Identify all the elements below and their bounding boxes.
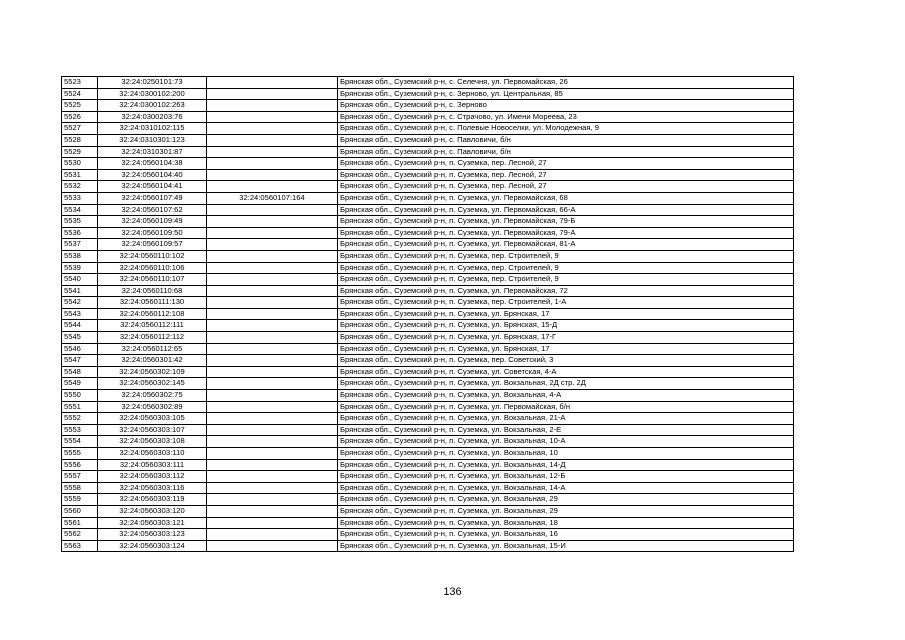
- table-row: [62, 343, 794, 355]
- row-number-cell: 5540: [62, 274, 98, 286]
- cadastral-number-cell: 32:24:0300203:76: [98, 111, 207, 123]
- cadastral-number-cell: 32:24:0560109:57: [98, 239, 207, 251]
- table-row: [62, 517, 794, 529]
- address-cell: Брянская обл., Суземский р-н, п. Суземка, ул. Вокзальная, 16: [338, 529, 794, 541]
- address-cell: Брянская обл., Суземский р-н, с. Зерново: [338, 100, 794, 112]
- row-number-cell: 5541: [62, 285, 98, 297]
- table-row: [62, 448, 794, 460]
- previous-cadastral-number-cell: [207, 390, 338, 402]
- row-number-cell: 5546: [62, 343, 98, 355]
- table-row: [62, 111, 794, 123]
- row-number-cell: 5557: [62, 471, 98, 483]
- table-row: [62, 529, 794, 541]
- table-row: [62, 297, 794, 309]
- row-number-cell: 5549: [62, 378, 98, 390]
- previous-cadastral-number-cell: [207, 459, 338, 471]
- previous-cadastral-number-cell: [207, 505, 338, 517]
- previous-cadastral-number-cell: 32:24:0560107:164: [207, 192, 338, 204]
- cadastral-number-cell: 32:24:0300102:200: [98, 88, 207, 100]
- previous-cadastral-number-cell: [207, 285, 338, 297]
- cadastral-number-cell: 32:24:0560104:40: [98, 169, 207, 181]
- previous-cadastral-number-cell: [207, 274, 338, 286]
- previous-cadastral-number-cell: [207, 262, 338, 274]
- table-row: [62, 274, 794, 286]
- previous-cadastral-number-cell: [207, 424, 338, 436]
- address-cell: Брянская обл., Суземский р-н, с. Страчово, ул. Имени Мореева, 23: [338, 111, 794, 123]
- address-cell: Брянская обл., Суземский р-н, п. Суземка, ул. Брянская, 17: [338, 308, 794, 320]
- row-number-cell: 5523: [62, 77, 98, 89]
- address-cell: Брянская обл., Суземский р-н, п. Суземка, пер. Лесной, 27: [338, 169, 794, 181]
- address-cell: Брянская обл., Суземский р-н, п. Суземка, ул. Первомайская, 68: [338, 192, 794, 204]
- row-number-cell: 5556: [62, 459, 98, 471]
- address-cell: Брянская обл., Суземский р-н, п. Суземка, пер. Лесной, 27: [338, 181, 794, 193]
- cadastral-number-cell: 32:24:0560303:111: [98, 459, 207, 471]
- previous-cadastral-number-cell: [207, 239, 338, 251]
- cadastral-number-cell: 32:24:0560111:130: [98, 297, 207, 309]
- previous-cadastral-number-cell: [207, 413, 338, 425]
- table-row: [62, 181, 794, 193]
- table-row: [62, 204, 794, 216]
- previous-cadastral-number-cell: [207, 436, 338, 448]
- cadastral-number-cell: 32:24:0560110:106: [98, 262, 207, 274]
- table-row: [62, 100, 794, 112]
- address-cell: Брянская обл., Суземский р-н, с. Полевые Новоселки, ул. Молодежная, 9: [338, 123, 794, 135]
- cadastral-number-cell: 32:24:0560301:42: [98, 355, 207, 367]
- row-number-cell: 5554: [62, 436, 98, 448]
- row-number-cell: 5535: [62, 216, 98, 228]
- address-cell: Брянская обл., Суземский р-н, п. Суземка, ул. Вокзальная, 12-Б: [338, 471, 794, 483]
- table-row: [62, 285, 794, 297]
- cadastral-number-cell: 32:24:0560107:62: [98, 204, 207, 216]
- cadastral-number-cell: 32:24:0310301:87: [98, 146, 207, 158]
- address-cell: Брянская обл., Суземский р-н, п. Суземка, ул. Вокзальная, 29: [338, 494, 794, 506]
- table-row: [62, 505, 794, 517]
- cadastral-number-cell: 32:24:0560303:123: [98, 529, 207, 541]
- address-cell: Брянская обл., Суземский р-н, п. Суземка, ул. Брянская, 17: [338, 343, 794, 355]
- previous-cadastral-number-cell: [207, 494, 338, 506]
- previous-cadastral-number-cell: [207, 169, 338, 181]
- previous-cadastral-number-cell: [207, 111, 338, 123]
- address-cell: Брянская обл., Суземский р-н, п. Суземка, ул. Первомайская, 79-Б: [338, 216, 794, 228]
- table-row: [62, 239, 794, 251]
- row-number-cell: 5538: [62, 250, 98, 262]
- address-cell: Брянская обл., Суземский р-н, п. Суземка, ул. Вокзальная, 10: [338, 448, 794, 460]
- table-row: [62, 192, 794, 204]
- previous-cadastral-number-cell: [207, 529, 338, 541]
- cadastral-number-cell: 32:24:0560110:102: [98, 250, 207, 262]
- address-cell: Брянская обл., Суземский р-н, п. Суземка, ул. Брянская, 17-Г: [338, 332, 794, 344]
- table-row: [62, 390, 794, 402]
- cadastral-number-cell: 32:24:0560302:145: [98, 378, 207, 390]
- cadastral-number-cell: 32:24:0250101:73: [98, 77, 207, 89]
- cadastral-number-cell: 32:24:0560112:111: [98, 320, 207, 332]
- previous-cadastral-number-cell: [207, 250, 338, 262]
- cadastral-number-cell: 32:24:0560112:65: [98, 343, 207, 355]
- table-row: [62, 494, 794, 506]
- table-row: [62, 77, 794, 89]
- previous-cadastral-number-cell: [207, 88, 338, 100]
- address-cell: Брянская обл., Суземский р-н, п. Суземка, ул. Вокзальная, 18: [338, 517, 794, 529]
- cadastral-number-cell: 32:24:0560303:110: [98, 448, 207, 460]
- cadastral-number-cell: 32:24:0560302:109: [98, 366, 207, 378]
- previous-cadastral-number-cell: [207, 146, 338, 158]
- address-cell: Брянская обл., Суземский р-н, п. Суземка, пер. Советский, 3: [338, 355, 794, 367]
- previous-cadastral-number-cell: [207, 77, 338, 89]
- address-cell: Брянская обл., Суземский р-н, с. Павловичи, б/н: [338, 146, 794, 158]
- address-cell: Брянская обл., Суземский р-н, п. Суземка, пер. Строителей, 1-А: [338, 297, 794, 309]
- table-row: [62, 332, 794, 344]
- table-row: [62, 355, 794, 367]
- address-cell: Брянская обл., Суземский р-н, п. Суземка, ул. Первомайская, 81-А: [338, 239, 794, 251]
- table-row: [62, 134, 794, 146]
- row-number-cell: 5563: [62, 540, 98, 552]
- cadastral-number-cell: 32:24:0560303:121: [98, 517, 207, 529]
- row-number-cell: 5533: [62, 192, 98, 204]
- previous-cadastral-number-cell: [207, 308, 338, 320]
- previous-cadastral-number-cell: [207, 366, 338, 378]
- previous-cadastral-number-cell: [207, 216, 338, 228]
- cadastral-number-cell: 32:24:0560302:89: [98, 401, 207, 413]
- cadastral-number-cell: 32:24:0560112:108: [98, 308, 207, 320]
- address-cell: Брянская обл., Суземский р-н, п. Суземка, ул. Вокзальная, 14-А: [338, 482, 794, 494]
- cadastral-number-cell: 32:24:0560109:49: [98, 216, 207, 228]
- table-row: [62, 88, 794, 100]
- cadastral-number-cell: 32:24:0560109:50: [98, 227, 207, 239]
- cadastral-number-cell: 32:24:0560112:112: [98, 332, 207, 344]
- previous-cadastral-number-cell: [207, 181, 338, 193]
- row-number-cell: 5551: [62, 401, 98, 413]
- cadastral-number-cell: 32:24:0560303:116: [98, 482, 207, 494]
- address-cell: Брянская обл., Суземский р-н, п. Суземка, ул. Первомайская, 66-А: [338, 204, 794, 216]
- address-cell: Брянская обл., Суземский р-н, п. Суземка, ул. Брянская, 15-Д: [338, 320, 794, 332]
- table-row: [62, 424, 794, 436]
- table-row: [62, 366, 794, 378]
- row-number-cell: 5560: [62, 505, 98, 517]
- cadastral-number-cell: 32:24:0560302:75: [98, 390, 207, 402]
- previous-cadastral-number-cell: [207, 297, 338, 309]
- previous-cadastral-number-cell: [207, 378, 338, 390]
- table-row: [62, 216, 794, 228]
- row-number-cell: 5559: [62, 494, 98, 506]
- cadastral-number-cell: 32:24:0560303:119: [98, 494, 207, 506]
- row-number-cell: 5550: [62, 390, 98, 402]
- address-cell: Брянская обл., Суземский р-н, п. Суземка, ул. Первомайская, 72: [338, 285, 794, 297]
- cadastral-number-cell: 32:24:0560303:105: [98, 413, 207, 425]
- row-number-cell: 5531: [62, 169, 98, 181]
- previous-cadastral-number-cell: [207, 227, 338, 239]
- table-row: [62, 482, 794, 494]
- table-row: [62, 227, 794, 239]
- cadastral-number-cell: 32:24:0560303:124: [98, 540, 207, 552]
- address-cell: Брянская обл., Суземский р-н, п. Суземка, ул. Вокзальная, 15-И: [338, 540, 794, 552]
- previous-cadastral-number-cell: [207, 134, 338, 146]
- row-number-cell: 5529: [62, 146, 98, 158]
- previous-cadastral-number-cell: [207, 355, 338, 367]
- address-cell: Брянская обл., Суземский р-н, п. Суземка, ул. Вокзальная, 4-А: [338, 390, 794, 402]
- cadastral-number-cell: 32:24:0560303:120: [98, 505, 207, 517]
- previous-cadastral-number-cell: [207, 204, 338, 216]
- table-row: [62, 459, 794, 471]
- previous-cadastral-number-cell: [207, 343, 338, 355]
- cadastral-number-cell: 32:24:0560303:108: [98, 436, 207, 448]
- row-number-cell: 5530: [62, 158, 98, 170]
- address-cell: Брянская обл., Суземский р-н, п. Суземка, ул. Советская, 4-А: [338, 366, 794, 378]
- address-cell: Брянская обл., Суземский р-н, п. Суземка, ул. Вокзальная, 14-Д: [338, 459, 794, 471]
- table-row: [62, 158, 794, 170]
- previous-cadastral-number-cell: [207, 401, 338, 413]
- cadastral-number-cell: 32:24:0560104:38: [98, 158, 207, 170]
- row-number-cell: 5525: [62, 100, 98, 112]
- address-cell: Брянская обл., Суземский р-н, п. Суземка, ул. Вокзальная, 29: [338, 505, 794, 517]
- row-number-cell: 5553: [62, 424, 98, 436]
- registry-table: [61, 76, 794, 552]
- row-number-cell: 5552: [62, 413, 98, 425]
- cadastral-number-cell: 32:24:0560110:68: [98, 285, 207, 297]
- row-number-cell: 5536: [62, 227, 98, 239]
- table-row: [62, 262, 794, 274]
- row-number-cell: 5527: [62, 123, 98, 135]
- cadastral-number-cell: 32:24:0560303:112: [98, 471, 207, 483]
- row-number-cell: 5562: [62, 529, 98, 541]
- cadastral-number-cell: 32:24:0560110:107: [98, 274, 207, 286]
- row-number-cell: 5534: [62, 204, 98, 216]
- row-number-cell: 5543: [62, 308, 98, 320]
- row-number-cell: 5548: [62, 366, 98, 378]
- registry-table-body: [62, 77, 794, 552]
- previous-cadastral-number-cell: [207, 540, 338, 552]
- table-row: [62, 540, 794, 552]
- row-number-cell: 5544: [62, 320, 98, 332]
- table-row: [62, 401, 794, 413]
- address-cell: Брянская обл., Суземский р-н, п. Суземка, пер. Строителей, 9: [338, 262, 794, 274]
- table-row: [62, 308, 794, 320]
- row-number-cell: 5524: [62, 88, 98, 100]
- page-number: 136: [443, 586, 462, 598]
- row-number-cell: 5532: [62, 181, 98, 193]
- table-row: [62, 471, 794, 483]
- address-cell: Брянская обл., Суземский р-н, п. Суземка, пер. Строителей, 9: [338, 274, 794, 286]
- previous-cadastral-number-cell: [207, 320, 338, 332]
- table-row: [62, 378, 794, 390]
- previous-cadastral-number-cell: [207, 158, 338, 170]
- row-number-cell: 5542: [62, 297, 98, 309]
- address-cell: Брянская обл., Суземский р-н, с. Зерново, ул. Центральная, 85: [338, 88, 794, 100]
- table-row: [62, 413, 794, 425]
- row-number-cell: 5528: [62, 134, 98, 146]
- row-number-cell: 5545: [62, 332, 98, 344]
- address-cell: Брянская обл., Суземский р-н, п. Суземка, ул. Первомайская, б/н: [338, 401, 794, 413]
- row-number-cell: 5561: [62, 517, 98, 529]
- table-row: [62, 320, 794, 332]
- address-cell: Брянская обл., Суземский р-н, с. Павловичи, б/н: [338, 134, 794, 146]
- table-row: [62, 146, 794, 158]
- cadastral-number-cell: 32:24:0560303:107: [98, 424, 207, 436]
- address-cell: Брянская обл., Суземский р-н, п. Суземка, ул. Вокзальная, 10-А: [338, 436, 794, 448]
- previous-cadastral-number-cell: [207, 448, 338, 460]
- table-row: [62, 436, 794, 448]
- previous-cadastral-number-cell: [207, 123, 338, 135]
- row-number-cell: 5558: [62, 482, 98, 494]
- previous-cadastral-number-cell: [207, 100, 338, 112]
- address-cell: Брянская обл., Суземский р-н, п. Суземка, ул. Вокзальная, 21-А: [338, 413, 794, 425]
- previous-cadastral-number-cell: [207, 332, 338, 344]
- address-cell: Брянская обл., Суземский р-н, п. Суземка, пер. Лесной, 27: [338, 158, 794, 170]
- cadastral-number-cell: 32:24:0560104:41: [98, 181, 207, 193]
- table-row: [62, 123, 794, 135]
- previous-cadastral-number-cell: [207, 482, 338, 494]
- address-cell: Брянская обл., Суземский р-н, с. Селечня, ул. Первомайская, 26: [338, 77, 794, 89]
- row-number-cell: 5537: [62, 239, 98, 251]
- cadastral-number-cell: 32:24:0310102:115: [98, 123, 207, 135]
- row-number-cell: 5539: [62, 262, 98, 274]
- address-cell: Брянская обл., Суземский р-н, п. Суземка, ул. Первомайская, 79-А: [338, 227, 794, 239]
- row-number-cell: 5547: [62, 355, 98, 367]
- previous-cadastral-number-cell: [207, 517, 338, 529]
- cadastral-number-cell: 32:24:0310301:123: [98, 134, 207, 146]
- previous-cadastral-number-cell: [207, 471, 338, 483]
- row-number-cell: 5526: [62, 111, 98, 123]
- table-row: [62, 250, 794, 262]
- address-cell: Брянская обл., Суземский р-н, п. Суземка, пер. Строителей, 9: [338, 250, 794, 262]
- address-cell: Брянская обл., Суземский р-н, п. Суземка, ул. Вокзальная, 2Д стр. 2Д: [338, 378, 794, 390]
- address-cell: Брянская обл., Суземский р-н, п. Суземка, ул. Вокзальная, 2-Е: [338, 424, 794, 436]
- row-number-cell: 5555: [62, 448, 98, 460]
- cadastral-number-cell: 32:24:0300102:263: [98, 100, 207, 112]
- table-row: [62, 169, 794, 181]
- cadastral-number-cell: 32:24:0560107:49: [98, 192, 207, 204]
